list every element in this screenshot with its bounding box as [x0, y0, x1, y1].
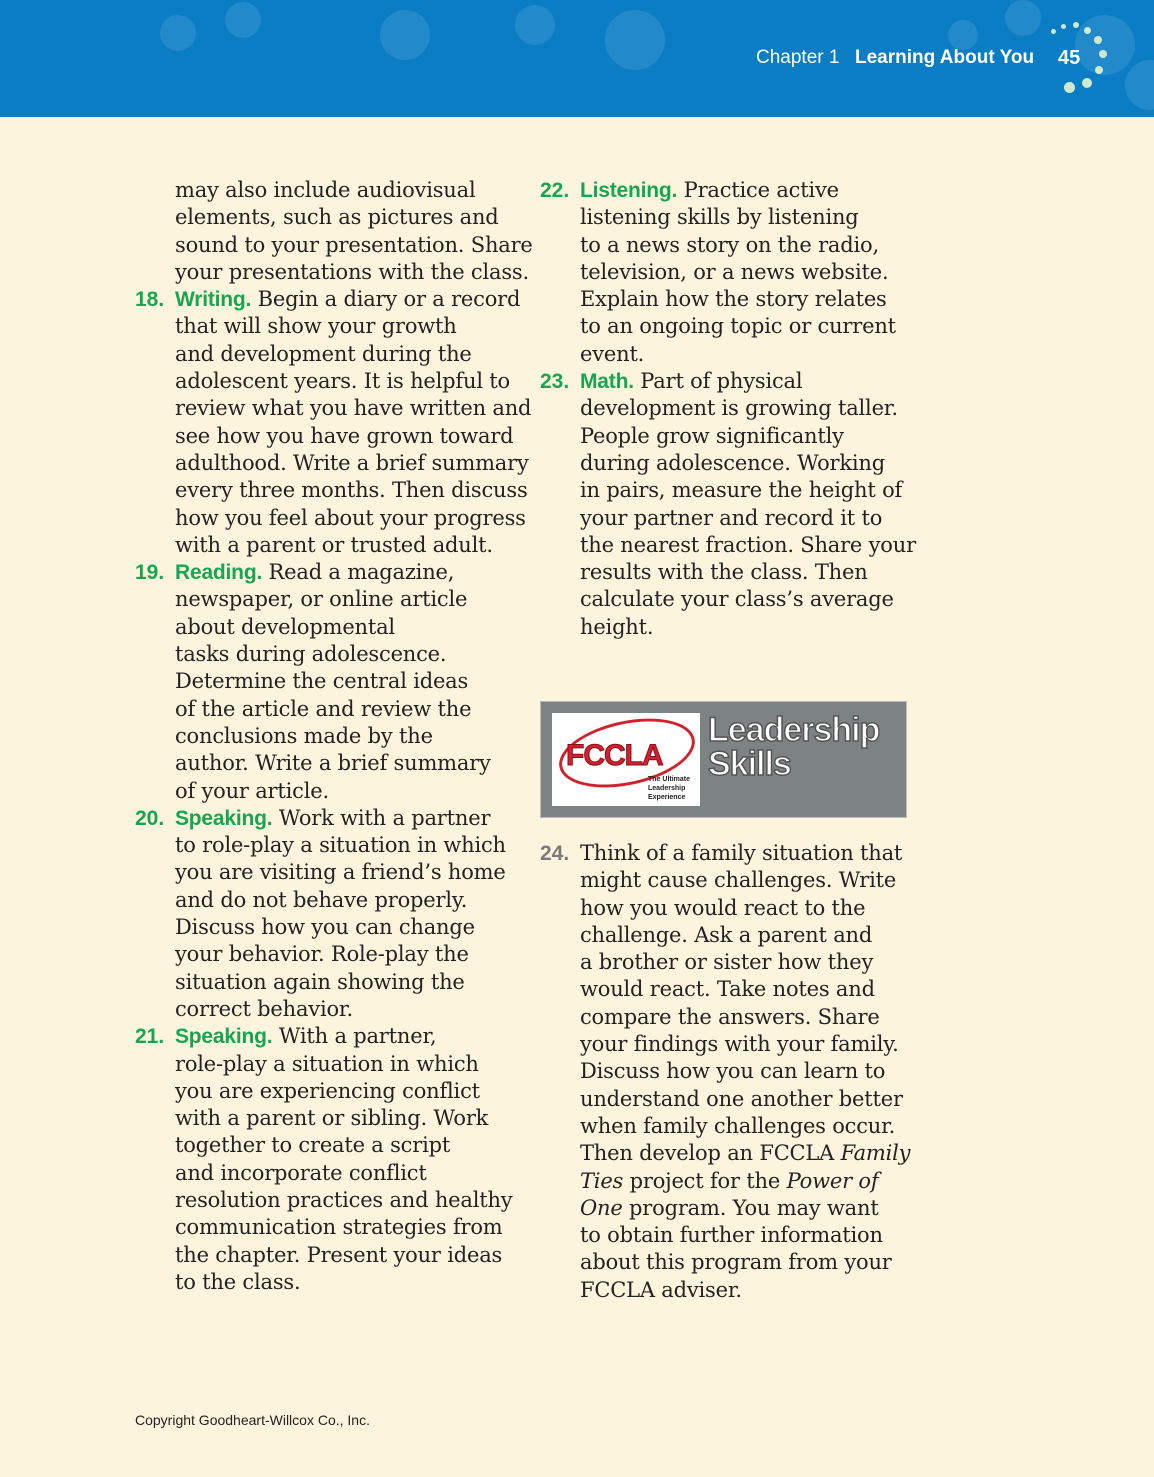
text-line [175, 232, 533, 259]
item-number: 20. [135, 806, 165, 830]
line-text: compare the answers. Share [580, 1004, 880, 1029]
line-text: Discuss how you can learn to [580, 1059, 886, 1084]
text-line [175, 696, 515, 723]
chapter-label: Chapter 1 [756, 47, 840, 68]
text-line [175, 1132, 515, 1159]
line-text: tasks during adolescence. [175, 642, 447, 667]
line-text: and do not behave properly. [175, 887, 468, 912]
text-line [580, 368, 920, 395]
line-text: Explain how the story relates [580, 287, 887, 312]
line-text: People grow significantly [580, 423, 844, 448]
line-text: conclusions made by the [175, 723, 433, 748]
text-line [175, 641, 515, 668]
text-line [580, 922, 920, 949]
text-line [580, 259, 920, 286]
text-line [580, 177, 920, 204]
line-text: to the class. [175, 1269, 301, 1294]
line-text: communication strategies from [175, 1215, 503, 1240]
text-line [175, 805, 515, 832]
text-line [580, 1168, 920, 1195]
line-text: in pairs, measure the height of [580, 478, 903, 503]
line-text: see how you have grown toward [175, 423, 514, 448]
line-text: the chapter. Present your ideas [175, 1242, 503, 1267]
line-text: Begin a diary or a record [251, 287, 521, 312]
text-line [580, 477, 920, 504]
text-line [175, 1051, 515, 1078]
item-number: 22. [540, 179, 570, 202]
text-line [580, 1113, 920, 1140]
text-line [175, 941, 515, 968]
line-text: of the article and review the [175, 696, 472, 721]
line-text: Read a magazine, [262, 560, 455, 585]
text-line [580, 1195, 920, 1222]
text-line [580, 450, 920, 477]
text-line [580, 1058, 920, 1085]
left-column [135, 177, 533, 1296]
italic-title: Ties [580, 1168, 624, 1193]
text-line [175, 368, 515, 395]
text-line [580, 532, 920, 559]
text-line [175, 1242, 515, 1269]
line-text: during adolescence. Working [580, 450, 885, 475]
fccla-logo: FCCLA The Ultimate Leadership Experience [552, 713, 700, 806]
line-text: adolescent years. It is helpful to [175, 369, 510, 394]
line-text: that will show your growth [175, 314, 457, 339]
italic-title: Family [840, 1141, 911, 1166]
leadership-skills-banner [540, 701, 907, 818]
line-text: how you feel about your progress [175, 505, 526, 530]
item-keyword: Math. [580, 370, 634, 394]
activity-item [540, 840, 920, 1304]
italic-title: Power of [786, 1168, 879, 1193]
line-text: Work with a partner [272, 805, 491, 830]
text-line [175, 286, 521, 313]
line-text: challenge. Ask a parent and [580, 922, 873, 947]
right-column [540, 177, 920, 641]
line-text: correct behavior. [175, 996, 353, 1021]
text-line [175, 177, 515, 204]
line-text: your presentations with the class. [175, 259, 529, 284]
line-text: adulthood. Write a brief summary [175, 450, 529, 475]
line-text: and incorporate conflict [175, 1160, 427, 1185]
text-line [580, 423, 920, 450]
line-text: resolution practices and healthy [175, 1187, 513, 1212]
line-text: elements, such as pictures and [175, 205, 499, 230]
line-text: when family challenges occur. [580, 1113, 896, 1138]
text-line [175, 395, 532, 422]
text-line [175, 750, 515, 777]
text-line [175, 887, 515, 914]
copyright: Copyright Goodheart-Willcox Co., Inc. [135, 1412, 370, 1428]
text-line [175, 1105, 515, 1132]
activity-item [540, 368, 920, 641]
line-text: a brother or sister how they [580, 950, 874, 975]
line-text: Discuss how you can change [175, 915, 475, 940]
text-line [580, 976, 920, 1003]
line-text: to role-play a situation in which [175, 833, 506, 858]
text-line [580, 586, 920, 613]
line-text: every three months. Then discuss [175, 478, 528, 503]
item-keyword: Writing. [175, 288, 252, 312]
line-text: television, or a news website. [580, 259, 889, 284]
text-line [580, 559, 920, 586]
line-text: with a parent or sibling. Work [175, 1106, 489, 1131]
activity-item [540, 177, 920, 368]
line-text: role-play a situation in which [175, 1051, 479, 1076]
line-text: understand one another better [580, 1086, 903, 1111]
text-line [175, 614, 515, 641]
line-text: Practice active [677, 178, 839, 202]
text-line [580, 341, 920, 368]
line-text: project for the [623, 1168, 787, 1193]
text-line [175, 723, 515, 750]
line-text: with a parent or trusted adult. [175, 532, 493, 557]
line-text: development is growing taller. [580, 396, 898, 421]
item-keyword: Speaking. [175, 806, 273, 830]
text-line [580, 1249, 920, 1276]
text-line [580, 1140, 920, 1167]
line-text: your behavior. Role-play the [175, 942, 469, 967]
text-line [175, 1023, 515, 1050]
item-number: 21. [135, 1025, 165, 1049]
text-line [580, 895, 920, 922]
text-line [580, 1086, 920, 1113]
line-text: height. [580, 614, 654, 639]
line-text: you are visiting a friend’s home [175, 860, 506, 885]
line-text: to a news story on the radio, [580, 232, 879, 257]
activity-item [135, 286, 532, 559]
text-line [580, 949, 920, 976]
text-line [175, 996, 515, 1023]
text-line [175, 313, 515, 340]
activity-item [135, 1023, 515, 1296]
line-text: you are experiencing conflict [175, 1078, 480, 1103]
line-text: to obtain further information [580, 1223, 883, 1248]
text-line [175, 778, 515, 805]
text-line [580, 232, 920, 259]
line-text: event. [580, 341, 645, 366]
text-line [175, 1160, 515, 1187]
item-keyword: Listening. [580, 179, 678, 202]
line-text: together to create a script [175, 1133, 451, 1158]
line-text: FCCLA adviser. [580, 1277, 742, 1302]
text-line [175, 477, 528, 504]
line-text: and development during the [175, 341, 472, 366]
text-line [175, 1078, 515, 1105]
line-text: Think of a family situation that [580, 841, 903, 865]
chapter-header [0, 0, 1154, 117]
banner-title-line1: Leadership [708, 711, 880, 749]
activity-item [135, 805, 515, 1023]
item-number: 24. [540, 842, 570, 865]
activity-item [135, 177, 533, 286]
text-line [175, 914, 515, 941]
activity-24 [540, 840, 920, 1304]
text-line [175, 1269, 515, 1296]
line-text: program. You may want [622, 1195, 879, 1220]
text-line [580, 1004, 920, 1031]
line-text: newspaper, or online article [175, 587, 468, 612]
text-line [580, 286, 920, 313]
text-line [580, 505, 920, 532]
text-line [175, 341, 515, 368]
line-text: calculate your class’s average [580, 587, 894, 612]
item-number: 19. [135, 561, 165, 585]
line-text: listening skills by listening [580, 205, 859, 230]
line-text: how you would react to the [580, 895, 866, 920]
line-text: With a partner, [272, 1024, 437, 1049]
item-number: 18. [135, 288, 165, 312]
text-line [175, 204, 515, 231]
text-line [175, 505, 526, 532]
text-line [175, 259, 529, 286]
text-line [580, 1222, 920, 1249]
text-line [175, 532, 515, 559]
line-text: situation again showing the [175, 969, 465, 994]
text-line [175, 859, 515, 886]
text-line [580, 313, 920, 340]
text-line [175, 969, 515, 996]
line-text: of your article. [175, 778, 329, 803]
line-text: about developmental [175, 614, 395, 639]
text-line [175, 559, 515, 586]
line-text: your findings with your family. [580, 1032, 899, 1057]
text-line [580, 840, 920, 867]
text-line [580, 204, 920, 231]
text-line [580, 1277, 920, 1304]
text-line [175, 586, 515, 613]
line-text: might cause challenges. Write [580, 868, 897, 893]
italic-title: One [580, 1195, 623, 1220]
line-text: author. Write a brief summary [175, 751, 491, 776]
line-text: review what you have written and [175, 396, 532, 421]
item-keyword: Reading. [175, 561, 263, 585]
text-line [580, 614, 920, 641]
line-text: would react. Take notes and [580, 977, 875, 1002]
text-line [175, 832, 515, 859]
text-line [175, 1187, 515, 1214]
line-text: to an ongoing topic or current [580, 314, 896, 339]
item-number: 23. [540, 370, 570, 394]
line-text: Determine the central ideas [175, 669, 469, 694]
line-text: about this program from your [580, 1250, 892, 1275]
line-text: your partner and record it to [580, 505, 883, 530]
line-text: Then develop an FCCLA [580, 1141, 841, 1166]
line-text: the nearest fraction. Share your [580, 532, 916, 557]
text-line [175, 450, 529, 477]
line-text: sound to your presentation. Share [175, 232, 533, 257]
chapter-title: Learning About You [855, 47, 1035, 68]
item-keyword: Speaking. [175, 1025, 273, 1049]
text-line [175, 423, 515, 450]
text-line [175, 1214, 515, 1241]
line-text: Part of physical [633, 369, 803, 394]
banner-title-line2: Skills [708, 745, 791, 783]
text-line [580, 1031, 920, 1058]
page-number: 45 [1058, 47, 1081, 69]
text-line [580, 867, 920, 894]
activity-item [135, 559, 515, 805]
line-text: may also include audiovisual [175, 178, 476, 202]
text-line [175, 668, 515, 695]
line-text: results with the class. Then [580, 560, 868, 585]
text-line [580, 395, 920, 422]
